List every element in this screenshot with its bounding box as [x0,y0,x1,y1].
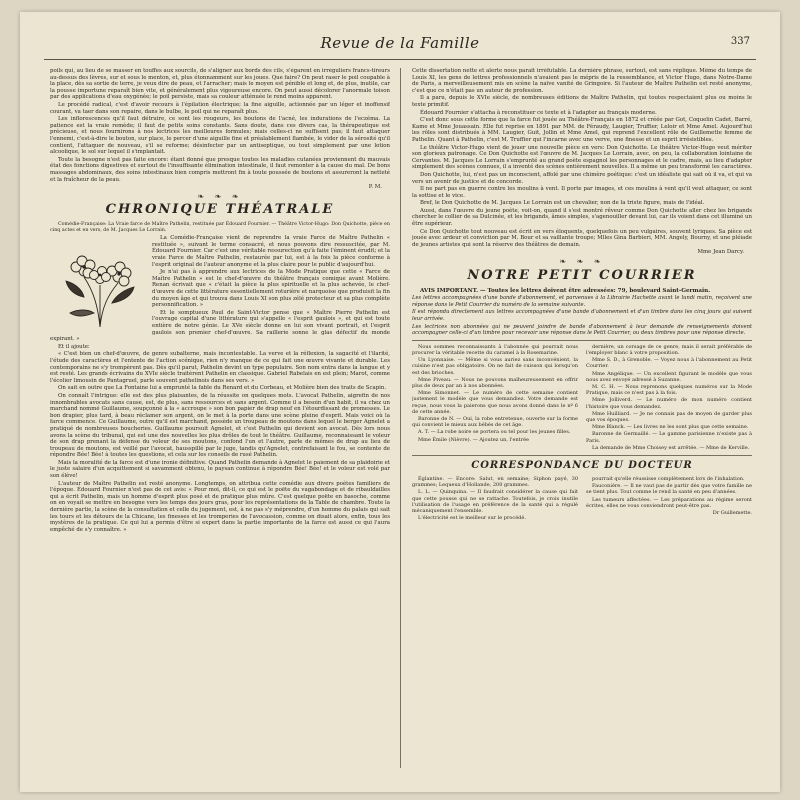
doctor-reply: pourrait qu'elle réussisse complètement lors de l'inhalation. [592,476,745,483]
courrier-reply: Mme Simonnet. — Le numéro de cette semaine contient justement le modèle que vous demandiez. Votre demande est reçue, nous vous la paierons que nous avons donné dans le nº 6 de cette année. [412,390,578,415]
flower-illustration [54,237,146,329]
article-paragraph: Et il ajoute: [58,343,90,350]
courrier-reply: Mme Jolliverd. — Le numéro de mon numéro contient l'histoire que vous demandez. [586,397,752,410]
right-column [412,68,752,768]
article-paragraph: Il a paru, depuis le XVIe siècle, de nombreuses éditions de Maître Pathelin, qui toutes respectaient plus ou moins le texte primitif. [412,95,752,108]
courrier-reply: Baronne de Germaillé. — Le gamme parisienne n'existe pas à Paris. [586,431,752,444]
article-paragraph: Et le somptueux Paul de Saint-Victor pense que « Maître Pierre Pathelin est l'ouvrage capital d'une littérature qui s'appelle « l'esprit gaulois », et qui est toute entière de notre génie. Le XVe siècle donne en lui son vivant portrait, et l'esprit gaulois son premier chef-d'œuvre. Sa raillerie sonne le glas défectif du monde expirant. » [50,309,390,343]
header-rule [44,59,756,60]
courrier-instruction: Il est répondu directement aux lettres accompagnées d'une bande d'abonnement et d'un timbre dans les cinq jours qui suivent leur arrivée. [412,309,752,322]
article-paragraph: Le théâtre Victor-Hugo vient de jouer une nouvelle pièce en vers: Don Quichotte. Le théâtre Victor-Hugo veut mériter son glorieux patronage. Ce Don Quichotte est l'œuvre de M. Jacques Le Lorrain, avec, on peu, la collaboration lointaine de Cervantes. M. Jacques Le Lorrain s'emprunté au grand poète espagnol les personnages et le cadre, mais, au lieu d'adapter simplement des scènes connues, il a inventé des scènes entièrement nouvelles. Il a même un peu transformé les caractères. [412,144,752,171]
article-paragraph: Le procédé radical, c'est d'avoir recours à l'épilation électrique; la fine aiguille, actionnée par un léger et inoffensif courant, va taer dans son repaire, dans le bulbe, le poil qui ne reparaît plus. [50,101,390,115]
column-divider [400,68,401,768]
section-title-courrier: NOTRE PETIT COURRIER [467,267,697,283]
courrier-reply: dernière, un corsage de ce genre, mais il serait préférable de l'employer blanc à votre proposition. [586,343,752,356]
courrier-reply: Un Lyonnaise. — Même si vous auriez sans inconvénient, la cuisine n'est pas obligatoire. On ne fait de cuisson qui lorsqu'on est des brioches. [412,357,578,376]
article-paragraph: On connaît l'intrigue: elle est des plus plaisantes, de la réussite on quelques mots. L'avocat Pathelin, aigrefin de nos innombrables avocats sans cause, est, de plus, sans ressources et sans argent. Comme il a besoin d'un habit, il va chez un marchand nommé Guillaume, soupçonné à la « accroupe » son bon papier de drap neuf en l'étourdissant de promesses. Le bon drapier, plus tard, à beau réclamer son argent, on le met à la porte dans une scène pleine d'esprit. Mais voici où la farce commence. Ce Guillaume, outre qu'il est marchand, possède un troupeau de moutons dans lequel le berger Agnelet a pratiqué de nombreuses boucheries. Guillaume poursuit Agnelet, et c'est Pathelin qui devient son avocat. Dès lors nous avons la scène du tribunal, qui est une des nouvelles les plus drôles de tout le théâtre. Guillaume, reconnaissant le voleur de son drap prenant la défense du voleur de ses moutons, confond l'un et l'autre, parle de mêmes de drap au lieu de troupeau de moutons, est veillé par l'avocat, hausspillé par le juge, tandis qu'Agnelet, contrefaisant le fou, se contente de répondre Bée! Bée! à toutes les questions, et cela sur les conseils de rusé Pathelin. [50,392,390,459]
article-paragraph: Les inflorescences qu'il faut détruire, ce sont les rougeurs, les boutons de l'acné, les indurations de l'eczéma. La patience est la vraie remède; il faut de petits soins constants. Sans doute, dans ces divers cas, la thérapeutique est précieuse, et nous fournirons à nos lectrices les meilleures formules; mais celles-ci ne suffisent pas; il faut attaquer l'ennemi, c'est-à-dire le bouton, sur place, le percer d'une aiguille fine et préalablement flambée, le vider de la sérosité qu'il contient, l'attaquer de nouveau, s'il se reforme; désinfecter par un antiseptique, ou tout simplement par une lotion alcoolique, le sol sur lequel il s'implantait. [50,116,390,156]
courrier-reply: M. C. H. — Nous reprenons quelques numéros sur la Mode Pratique, mais ce n'est pas à la fois. [586,384,752,397]
left-column [50,68,390,768]
correspondance-subcolumn [586,476,752,522]
courrier-subcolumns [412,344,752,452]
doctor-reply: Fauconière. — Il ne vaut pas de partir dès que votre famille ne se tient plus. Tout comme le rend la santé en peu d'années. [586,483,752,496]
courrier-reply: Mme Piveau. — Nous ne pouvons malheureusement en offrir plus de deux par an à nos abonnées. [412,376,578,389]
courrier-subcolumn [586,344,752,452]
chronique-signature: Mme Jean Darcy. [697,249,744,256]
article-paragraph: Ce Don Quichotte tout nouveau est écrit en vers éloquents, quelquefois un peu vulgaires, souvent lyriques. Sa pièce est jouée avec ardeur et conviction par M. Bour et sa vaillante troupe; Mlles Gina Barbieri, MM. Angely, Bourny, et une pléiade de jeunes artistes qui sont la réserve des théâtres de demain. [412,228,752,248]
article-paragraph: Il ne part pas en guerre contre les moulins à vent. Il porte par images, et ces moulins à vent qu'il veut attaquer, ce sont la sottise et le vice. [412,186,752,199]
chronique-note: Comédie-Française: La Vraie farce de Maître Pathelin, restituée par Édouard Fournier. — Théâtre Victor-Hugo: Don Quichotte, pièce en cinq actes et en vers, de M. Jacques Le Lorrain. [50,222,390,234]
correspondance-subcolumns [412,476,752,522]
article-paragraph: Bref, le Don Quichotte de M. Jacques Le Lorrain est un chevalier, non de la triste figure, mais de l'idéal. [420,200,705,207]
article-paragraph: Je n'ai pas à apprendre aux lectrices de la Mode Pratique que cette « Farce de Maître Pathelin » est le chef-d'œuvre du théâtre français comique avant Molière. Renan écrivait que « c'était la pièce la plus spirituelle et la plus achevée, le chef-d'œuvre de cette littérature essentiellement roturière et narquoise que produisit la fin du moyen âge et qui trouva dans Louis XI son plus zélé protecteur et sa plus complète personnification. » [152,269,390,309]
article-paragraph: Toute la besogne n'est pas faite encore: étant donné que presque toutes les maladies cutanées proviennent du mauvais état des fonctions digestives et surtout de l'insuffisante élimination intestinale, il faut remonter à la cause du mal. De bons massages abdominaux, des soins intestinaux bien compris mettront fin à toute poussée de boutons et assureront la netteté et la fraîcheur de la peau. [50,156,390,183]
article-paragraph: La Comédie-Française vient de reprendre la vraie Farce de Maître Pathelin « restituée », suivant le terme consacré, et nous pouvons dire ressuscitée, par M. Édouard Fournier. Car c'est une véritable ressurection qu'à faite l'éminent érudit; et la vraie Farce de Maître Pathelin, restaurée par lui, est à la fois la pièce conforme à l'esprit original de l'auteur anonyme et la plus claire pour le public d'aujourd'hui. [152,235,390,268]
article-paragraph: Cette dissertation nette et alerte nous paraît irréfutable. La dernière phrase, surtout, est sans réplique. Même du temps de Louis XI, les gens de lettres professionnels n'avaient pas le mépris de la ressemblance, et Victor Hugo, dans Notre-Dame de Paris, a merveilleusement mis en scène la naïve vanité de Gringoire. Si l'auteur de Maître Pathelin est resté anonyme, c'est que ce n'était pas un auteur de profession. [412,68,752,94]
courrier-reply: Mme Angélique. — Un excellent figurant le modèle que vous nous avez envoyé adressé à Suzanne. [586,370,752,383]
article-paragraph: Mais la moralité de la farce est d'une ironie définitive. Quand Pathelin demande à Agnelet le paiement de sa plaidoirie et le juste salaire d'un acquittement si savamment obtenu, le paysan continue à répondre Bée! Bée! et le voleur est volé par son élève! [50,459,390,480]
courrier-reply: Baronne de N. — Oui, la robe entretenue, ouverte sur la forme qui convient le mieux aux bébés de cet âge. [412,416,578,429]
courrier-reply: Mme Blanck. — Les livres ne les sont plus que cette semaine. [592,424,749,431]
doctor-reply: L. L. — Quinquina. — Il faudrait considérer la cause qui fait que cette pousse qui ne se rattache. Toutefois, je crois inutile l'utilisation de l'usage en préférence de la santé qui a régulé mécaniquement l'ensemble. [412,489,578,515]
article-signature: P. M. [368,184,382,191]
doctor-reply: L'électricité est le meilleur sur le procédé. [418,515,526,522]
courrier-reply: A. T. — La robe noire se portera ou tel pour les jeunes filles. [418,429,571,436]
courrier-reply: Mme Huilliard. — Je ne connais pas de moyen de garder plus que vos époques. [586,410,752,424]
courrier-subcolumn [412,344,578,452]
article-paragraph: « C'est bien un chef-d'œuvre, de genre subalterne, mais incontestable. La verve et la réflexion, la sagacité et l'ilarité, l'étude des caractères et l'entente de l'action scénique, rien n'y manque de ce qui fait une œuvre vivante et durable. Les contemporains ne s'y trompèrent pas. Dès qu'il parut, Pathelin devint un type populaire. Son nom entra dans la langue et y est resté. Les grands écrivains du XVIe siècle traitèrent Pathelin en classique. Gabriel Rabelais en est plein; Marot, comme l'écolier limousin de Pantagruel, parle souvent pathelinois dans ses vers. » [50,351,390,384]
doctor-signature: Dr Guillemette. [712,510,752,517]
courrier-reply: Mme S. D., à Grenoble. — Voyez nous à l'abonnement au Petit Courrier. [586,357,752,370]
flower-drawing [54,237,146,329]
magazine-page [20,12,780,792]
section-title-correspondance: CORRESPONDANCE DU DOCTEUR [471,460,693,472]
fleuron-ornament: ❧ ❧ ❧ [197,191,243,201]
courrier-instruction: Les lectrices non abonnées qui ne peuvent joindre de bande d'abonnement à leur demande de renseignements doivent accompagner celle-ci d'un timbre pour recevoir une réponse dans le Petit Courrier, ou deux timbres pour une réponse directe. [412,323,752,337]
correspondance-subcolumn [412,476,578,522]
section-title-chronique: CHRONIQUE THÉATRALE [105,202,335,218]
fleuron-ornament: ❧ ❧ ❧ [559,257,605,267]
article-paragraph: Édouard Fournier s'attacha à reconstituer ce texte et à l'adapter au français moderne. [420,109,657,116]
section-rule [412,340,752,341]
courrier-reply: La demande de Mme Choisey est arrêtée. — Mme de Kerville. [592,444,750,451]
running-title: Revue de la Famille [320,34,480,52]
article-paragraph: On sait en outre que La Fontaine lui a emprunté la fable du Renard et du Corbeau, et Molière bien des traits de Scapin. [58,385,387,392]
section-rule [412,455,752,456]
article-paragraph: L'auteur de Maître Pathelin est resté anonyme. Longtemps, on attribua cette comédie aux divers poètes familiers de l'époque. Édouard Fournier n'est pas de cet avis: « Pour moi, dit-il, ce qui est le poëte du vagabondage et de ribauldailles qui a écrit Pathelin, mais un homme d'esprit plus posé et de pratique plus mûre. C'est quelque poëte en basoche, comme on en voyait se mettre en besogne vers les temps des jours gras, pour les représentations de la Table de chambre. Toute la dernière partie, la scène de la consultation et celle du jugement, est, à ne pas s'y méprendre, d'un homme du palais qui sait les tours et les détours de la Chicane, les finesses et les tromperies de l'avocassion, comme on disait alors, enfin, tous les mystères de la pratique. Ce qui lui a permis d'être si expert dans la partie importante de la farce est aussi ce qui l'aura empêché de s'y connaître. » [50,480,390,533]
courrier-avis: AVIS IMPORTANT. — Toutes les lettres doivent être adressées: 79, boulevard Saint-Germain. [420,287,711,294]
article-paragraph: C'est donc sous cette forme que la farce fut jouée au Théâtre-Français en 1872 et créée par Got, Coquelin Cadet, Barré, Kame et Mme Jouassain. Elle fut reprise en 1891 par MM. de Féraudy, Laugier, Truffier, Leloir et Mme Amel. Aujourd'hui les rôles sont distribués à MM. Laugier, Guit, Jollin et Mme Amel, qui reprend l'excellent rôle de Guillemette femme de Pathelin. Quant à Pathelin, c'est M. Truffier qui l'incarne avec une verve, une finesse et un esprit irrésistibles. [412,117,752,143]
running-head [20,34,780,54]
courrier-reply: Nous sommes reconnaissants à l'abonnée qui pourrait nous procurer la véritable recette du caramel à la Rosemarine. [412,343,578,356]
courrier-instruction: Les lettres accompagnées d'une bande d'abonnement, et parvenues à la Librairie Hachette avant le lundi matin, reçoivent une réponse dans le Petit Courrier du numéro de la semaine suivante. [412,295,752,308]
page-number: 337 [730,36,750,47]
article-paragraph: Aussi, dans l'œuvre du jeune poète, voit-on, quand il s'est montré rêveur comme Don Quichotte aller chez les brigands chercher le collier de sa Dulcinée, et les brigands, âmes simples, s'agenouiller devant lui, car ils voient dans cet illuminé un être supérieur. [412,207,752,228]
courrier-reply: Mme Émile (Nièvre). — Ajoutez un, l'entrée [418,436,529,443]
article-paragraph: Don Quichotte, lui, n'est pas un inconscient, affolé par une chimère poétique: c'est un idéaliste qui sait où il va, et qui va vers un avenir de justice et de concorde. [412,171,752,185]
article-paragraph: poils qui, au lieu de se masser en touffes aux sourcils, de s'aligner aux bords des cils, s'égarent en irréguliers francs-tireurs au-dessus des lèvres, sur et sous le menton, et, plus étonnamment sur les joues. Que faire? On peut raser le poil coupable à la place, dès sa sortie de terre, je veux dire de peau, et l'arracher; mais le moyen est pénible et long et, de plus, inutile, car la pousse importune reparaît bien vite, et généralement plus vigoureuse encore. On peut aussi décolorer l'anormale toison par des applications d'eau oxygénée; le poil persiste, mais sa couleur atténuée le rend moins apparent. [50,68,390,101]
doctor-reply: Églantine. — Encore: Salut, en semaine; Siphon payé, 30 grammes; Lequeux d'Hollande, 200 grammes. [412,476,578,489]
doctor-reply: Les tumeurs affectées. — Les préparations au régime seront écrites, elles ne vous conviendront peut-être pas. [586,496,752,509]
